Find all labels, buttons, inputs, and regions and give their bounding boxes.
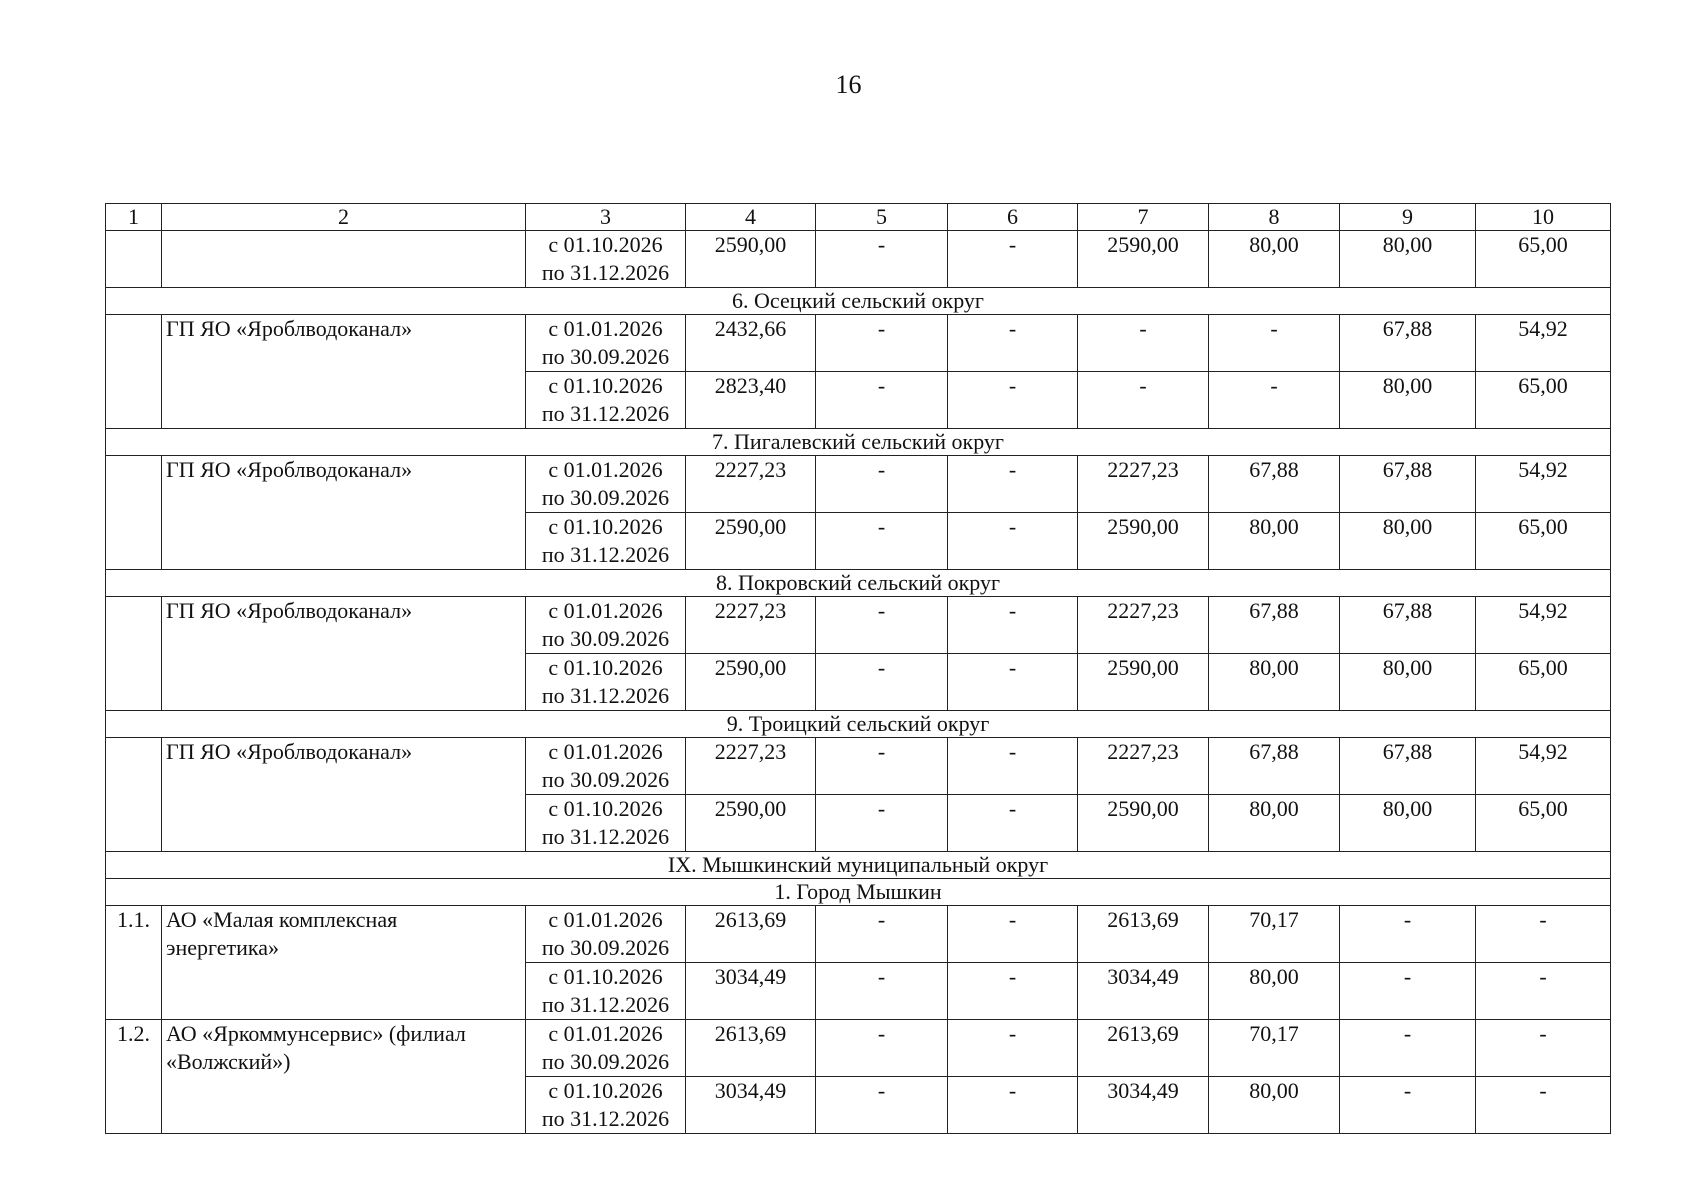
value-cell: - xyxy=(948,456,1078,513)
column-number: 8 xyxy=(1209,204,1340,231)
period-from: с 01.10.2026 xyxy=(548,514,663,539)
table-body xyxy=(106,204,1611,1134)
value-cell: 65,00 xyxy=(1476,372,1611,429)
value-cell: 2227,23 xyxy=(1078,597,1209,654)
value-cell: - xyxy=(1340,1077,1476,1134)
value-cell: 2590,00 xyxy=(1078,231,1209,288)
section-row xyxy=(106,852,1611,879)
value-cell: 2432,66 xyxy=(686,315,816,372)
value-cell: 67,88 xyxy=(1340,738,1476,795)
column-number: 7 xyxy=(1078,204,1209,231)
value-cell: - xyxy=(948,795,1078,852)
period-to: по 31.12.2026 xyxy=(541,992,670,1017)
section-row xyxy=(106,711,1611,738)
value-cell: - xyxy=(816,597,948,654)
value-cell: - xyxy=(948,597,1078,654)
period-from: с 01.01.2026 xyxy=(548,316,663,341)
value-cell: 80,00 xyxy=(1209,513,1340,570)
section-title: 6. Осецкий сельский округ xyxy=(106,288,1611,315)
table-row xyxy=(106,315,1611,372)
value-cell: 80,00 xyxy=(1209,231,1340,288)
column-number: 10 xyxy=(1476,204,1611,231)
value-cell: 2227,23 xyxy=(686,597,816,654)
tariff-table xyxy=(105,203,1611,1134)
value-cell: - xyxy=(816,1077,948,1134)
value-cell: - xyxy=(948,654,1078,711)
value-cell: 2590,00 xyxy=(686,795,816,852)
table-row xyxy=(106,906,1611,963)
value-cell: - xyxy=(948,963,1078,1020)
row-number-cell: 1.1. xyxy=(106,906,162,1020)
value-cell: 67,88 xyxy=(1340,456,1476,513)
value-cell: - xyxy=(1078,372,1209,429)
section-title: 9. Троицкий сельский округ xyxy=(106,711,1611,738)
organization-cell xyxy=(162,456,526,570)
value-cell: 80,00 xyxy=(1340,795,1476,852)
period-from: с 01.10.2026 xyxy=(548,1078,663,1103)
value-cell: - xyxy=(1078,315,1209,372)
value-cell: 80,00 xyxy=(1340,654,1476,711)
section-row xyxy=(106,429,1611,456)
period-cell xyxy=(526,231,686,288)
column-number: 4 xyxy=(686,204,816,231)
organization-name-line: ГП ЯО «Яроблводоканал» xyxy=(166,598,413,623)
value-cell: 3034,49 xyxy=(1078,963,1209,1020)
row-number-cell xyxy=(106,456,162,570)
period-from: с 01.01.2026 xyxy=(548,598,663,623)
value-cell: 54,92 xyxy=(1476,315,1611,372)
organization-name-line: ГП ЯО «Яроблводоканал» xyxy=(166,457,413,482)
value-cell: - xyxy=(948,738,1078,795)
period-cell xyxy=(526,1077,686,1134)
value-cell: 54,92 xyxy=(1476,597,1611,654)
value-cell: 65,00 xyxy=(1476,513,1611,570)
value-cell: 2613,69 xyxy=(686,906,816,963)
table-row xyxy=(106,597,1611,654)
value-cell: 54,92 xyxy=(1476,456,1611,513)
value-cell: - xyxy=(816,1020,948,1077)
organization-name-line: ГП ЯО «Яроблводоканал» xyxy=(166,316,413,341)
organization-cell xyxy=(162,906,526,1020)
period-to: по 30.09.2026 xyxy=(541,767,670,792)
value-cell: 3034,49 xyxy=(686,1077,816,1134)
period-to: по 31.12.2026 xyxy=(541,542,670,567)
section-title: 1. Город Мышкин xyxy=(106,879,1611,906)
period-to: по 30.09.2026 xyxy=(541,344,670,369)
value-cell: 2227,23 xyxy=(1078,456,1209,513)
row-number-cell xyxy=(106,315,162,429)
value-cell: 67,88 xyxy=(1340,315,1476,372)
value-cell: - xyxy=(1476,1077,1611,1134)
value-cell: - xyxy=(1209,372,1340,429)
period-from: с 01.01.2026 xyxy=(548,1021,663,1046)
value-cell: - xyxy=(1209,315,1340,372)
section-title: IX. Мышкинский муниципальный округ xyxy=(106,852,1611,879)
period-cell xyxy=(526,456,686,513)
value-cell: 2227,23 xyxy=(1078,738,1209,795)
organization-name-line: энергетика» xyxy=(166,935,279,960)
column-number: 9 xyxy=(1340,204,1476,231)
period-from: с 01.01.2026 xyxy=(548,739,663,764)
value-cell: 2613,69 xyxy=(1078,906,1209,963)
value-cell: - xyxy=(1476,963,1611,1020)
period-cell xyxy=(526,795,686,852)
value-cell: - xyxy=(1476,906,1611,963)
period-from: с 01.10.2026 xyxy=(548,964,663,989)
value-cell: - xyxy=(816,231,948,288)
value-cell: 2590,00 xyxy=(1078,795,1209,852)
period-cell xyxy=(526,654,686,711)
period-to: по 31.12.2026 xyxy=(541,824,670,849)
value-cell: 65,00 xyxy=(1476,231,1611,288)
value-cell: 2590,00 xyxy=(1078,654,1209,711)
value-cell: 2590,00 xyxy=(686,231,816,288)
column-number-row xyxy=(106,204,1611,231)
value-cell: 3034,49 xyxy=(686,963,816,1020)
value-cell: 2227,23 xyxy=(686,456,816,513)
section-row xyxy=(106,570,1611,597)
value-cell: 2613,69 xyxy=(686,1020,816,1077)
period-to: по 30.09.2026 xyxy=(541,485,670,510)
row-number-cell xyxy=(106,738,162,852)
value-cell: - xyxy=(948,1020,1078,1077)
table-row xyxy=(106,456,1611,513)
value-cell: 2613,69 xyxy=(1078,1020,1209,1077)
value-cell: - xyxy=(816,372,948,429)
value-cell: - xyxy=(816,456,948,513)
section-title: 8. Покровский сельский округ xyxy=(106,570,1611,597)
period-to: по 31.12.2026 xyxy=(541,683,670,708)
period-from: с 01.10.2026 xyxy=(548,373,663,398)
value-cell: 67,88 xyxy=(1209,597,1340,654)
period-to: по 31.12.2026 xyxy=(541,1106,670,1131)
value-cell: - xyxy=(816,315,948,372)
organization-name-line: ГП ЯО «Яроблводоканал» xyxy=(166,739,413,764)
table-row xyxy=(106,1020,1611,1077)
organization-name-line: АО «Яркоммунсервис» (филиал xyxy=(166,1021,466,1046)
period-to: по 31.12.2026 xyxy=(541,260,670,285)
column-number: 1 xyxy=(106,204,162,231)
organization-cell xyxy=(162,231,526,288)
value-cell: 3034,49 xyxy=(1078,1077,1209,1134)
value-cell: - xyxy=(948,231,1078,288)
period-cell xyxy=(526,372,686,429)
value-cell: 67,88 xyxy=(1209,456,1340,513)
value-cell: 80,00 xyxy=(1209,654,1340,711)
value-cell: 2590,00 xyxy=(686,654,816,711)
value-cell: - xyxy=(816,795,948,852)
column-number: 5 xyxy=(816,204,948,231)
value-cell: - xyxy=(948,315,1078,372)
period-cell xyxy=(526,513,686,570)
value-cell: - xyxy=(816,906,948,963)
value-cell: 2590,00 xyxy=(1078,513,1209,570)
value-cell: 80,00 xyxy=(1340,513,1476,570)
column-number: 6 xyxy=(948,204,1078,231)
value-cell: - xyxy=(948,372,1078,429)
column-number: 3 xyxy=(526,204,686,231)
value-cell: 80,00 xyxy=(1209,795,1340,852)
period-from: с 01.10.2026 xyxy=(548,796,663,821)
organization-cell xyxy=(162,597,526,711)
period-to: по 30.09.2026 xyxy=(541,626,670,651)
row-number-cell: 1.2. xyxy=(106,1020,162,1134)
value-cell: - xyxy=(816,654,948,711)
value-cell: 2227,23 xyxy=(686,738,816,795)
value-cell: - xyxy=(1340,963,1476,1020)
period-to: по 31.12.2026 xyxy=(541,401,670,426)
page-number: 16 xyxy=(835,70,862,99)
period-from: с 01.10.2026 xyxy=(548,655,663,680)
organization-cell xyxy=(162,1020,526,1134)
period-cell xyxy=(526,597,686,654)
organization-name-line: «Волжский») xyxy=(166,1049,291,1074)
value-cell: 65,00 xyxy=(1476,795,1611,852)
table-row xyxy=(106,231,1611,288)
value-cell: - xyxy=(1340,1020,1476,1077)
period-from: с 01.10.2026 xyxy=(548,232,663,257)
period-cell xyxy=(526,315,686,372)
value-cell: 80,00 xyxy=(1209,963,1340,1020)
value-cell: - xyxy=(1340,906,1476,963)
table-row xyxy=(106,738,1611,795)
period-cell xyxy=(526,738,686,795)
value-cell: 67,88 xyxy=(1209,738,1340,795)
value-cell: - xyxy=(948,1077,1078,1134)
value-cell: 2823,40 xyxy=(686,372,816,429)
value-cell: 80,00 xyxy=(1209,1077,1340,1134)
row-number-cell xyxy=(106,231,162,288)
value-cell: 80,00 xyxy=(1340,372,1476,429)
section-row xyxy=(106,879,1611,906)
value-cell: 80,00 xyxy=(1340,231,1476,288)
value-cell: 54,92 xyxy=(1476,738,1611,795)
value-cell: 67,88 xyxy=(1340,597,1476,654)
period-from: с 01.01.2026 xyxy=(548,907,663,932)
period-to: по 30.09.2026 xyxy=(541,1049,670,1074)
period-to: по 30.09.2026 xyxy=(541,935,670,960)
row-number-cell xyxy=(106,597,162,711)
value-cell: 65,00 xyxy=(1476,654,1611,711)
organization-cell xyxy=(162,738,526,852)
section-row xyxy=(106,288,1611,315)
period-cell xyxy=(526,906,686,963)
value-cell: - xyxy=(816,738,948,795)
value-cell: - xyxy=(1476,1020,1611,1077)
column-number: 2 xyxy=(162,204,526,231)
organization-cell xyxy=(162,315,526,429)
value-cell: - xyxy=(948,513,1078,570)
value-cell: 70,17 xyxy=(1209,906,1340,963)
organization-name-line: АО «Малая комплексная xyxy=(166,907,398,932)
section-title: 7. Пигалевский сельский округ xyxy=(106,429,1611,456)
period-from: с 01.01.2026 xyxy=(548,457,663,482)
period-cell xyxy=(526,1020,686,1077)
value-cell: 2590,00 xyxy=(686,513,816,570)
value-cell: - xyxy=(816,513,948,570)
period-cell xyxy=(526,963,686,1020)
value-cell: 70,17 xyxy=(1209,1020,1340,1077)
value-cell: - xyxy=(816,963,948,1020)
value-cell: - xyxy=(948,906,1078,963)
